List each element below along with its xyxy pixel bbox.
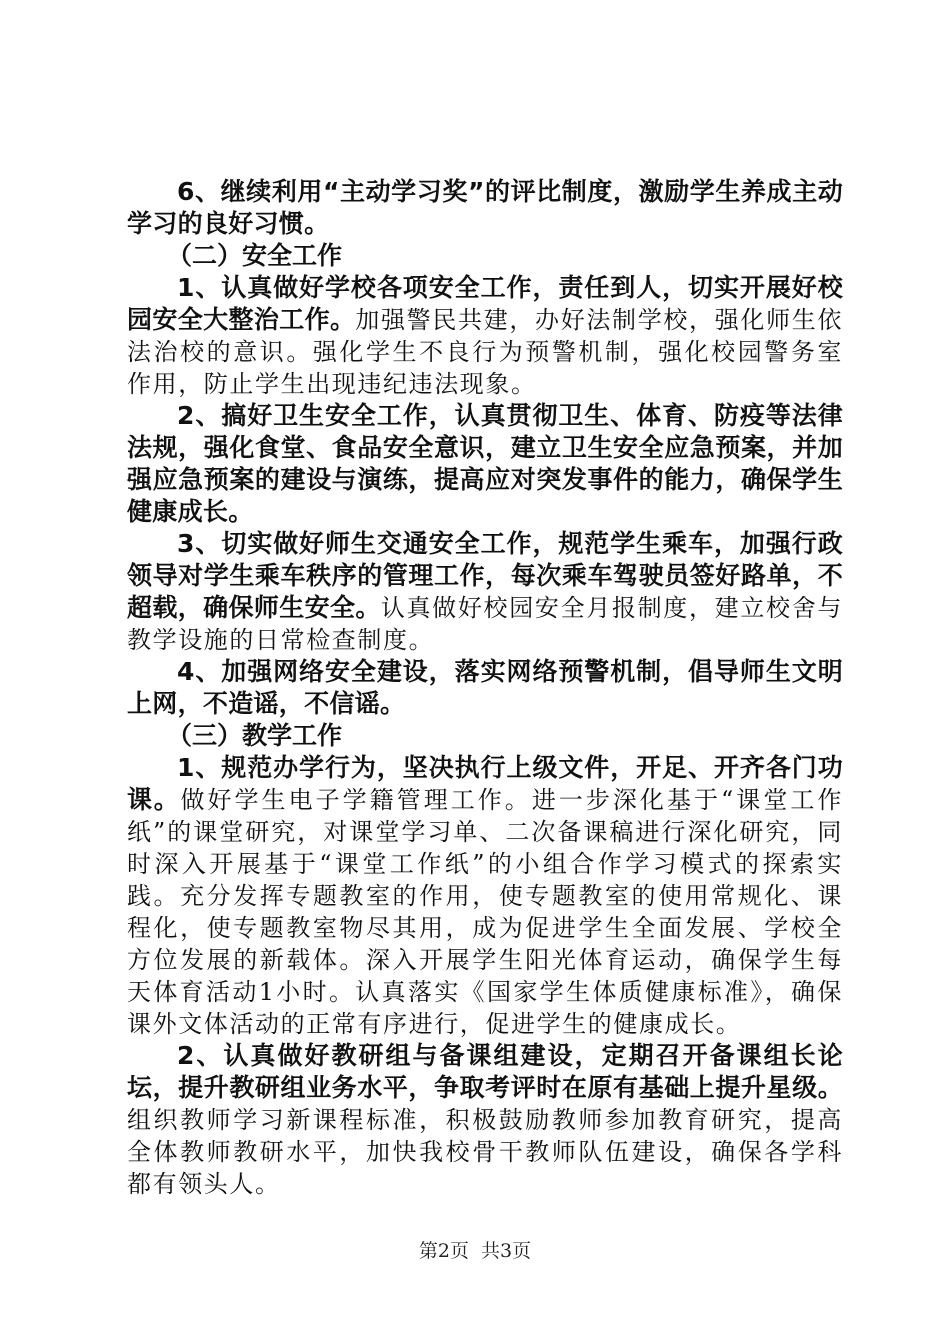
paragraph-safety-2: 2、搞好卫生安全工作，认真贯彻卫生、体育、防疫等法律法规，强化食堂、食品安全意识，建立卫生安全应急预案，并加强应急预案的建设与演练，提高应对突发事件的能力，确保学生健康成长。: [127, 401, 843, 526]
paragraph-safety-4: 4、加强网络安全建设，落实网络预警机制，倡导师生文明上网，不造谣，不信谣。: [127, 657, 843, 718]
paragraph-safety-1: 1、认真做好学校各项安全工作，责任到人，切实开展好校园安全大整治工作。加强警民共建，办好法制学校，强化师生依法治校的意识。强化学生不良行为预警机制，强化校园警务室作用，防止学生出现违纪违法现象。: [127, 273, 844, 398]
page-total: 共3页: [481, 1240, 532, 1262]
paragraph-teaching-1: 1、规范办学行为，坚决执行上级文件，开足、开齐各门功课。做好学生电子学籍管理工作。进一步深化基于“课堂工作纸”的课堂研究，对课堂学习单、二次备课稿进行深化研究，同时深入开展基于“课堂工作纸”的小组合作学习模式的探索实践。充分发挥专题教室的作用，使专题教室的使用常规化、课程化，使专题教室物尽其用，成为促进学生全面发展、学校全方位发展的新载体。深入开展学生阳光体育运动，确保学生每天体育活动1小时。认真落实《国家学生体质健康标准》，确保课外文体活动的正常有序进行，促进学生的健康成长。: [127, 753, 843, 1038]
page-number: 第2页: [418, 1240, 469, 1262]
paragraph-6-active-learning: 6、继续利用“主动学习奖”的评比制度，激励学生养成主动学习的良好习惯。: [127, 177, 843, 238]
page-footer: [0, 1236, 950, 1263]
body-text: [127, 176, 843, 1200]
paragraph-safety-3: 3、切实做好师生交通安全工作，规范学生乘车，加强行政领导对学生乘车秩序的管理工作，每次乘车驾驶员签好路单，不超载，确保师生安全。认真做好校园安全月报制度，建立校舍与教学设施的日常检查制度。: [127, 529, 843, 654]
paragraph-teaching-2: 2、认真做好教研组与备课组建设，定期召开备课组长论坛，提升教研组业务水平，争取考评时在原有基础上提升星级。组织教师学习新课程标准，积极鼓励教师参加教育研究，提高全体教师教研水平，加快我校骨干教师队伍建设，确保各学科都有领头人。: [127, 1041, 843, 1198]
section-heading-teaching: （三）教学工作: [167, 721, 343, 750]
section-heading-safety: （二）安全工作: [167, 241, 343, 270]
